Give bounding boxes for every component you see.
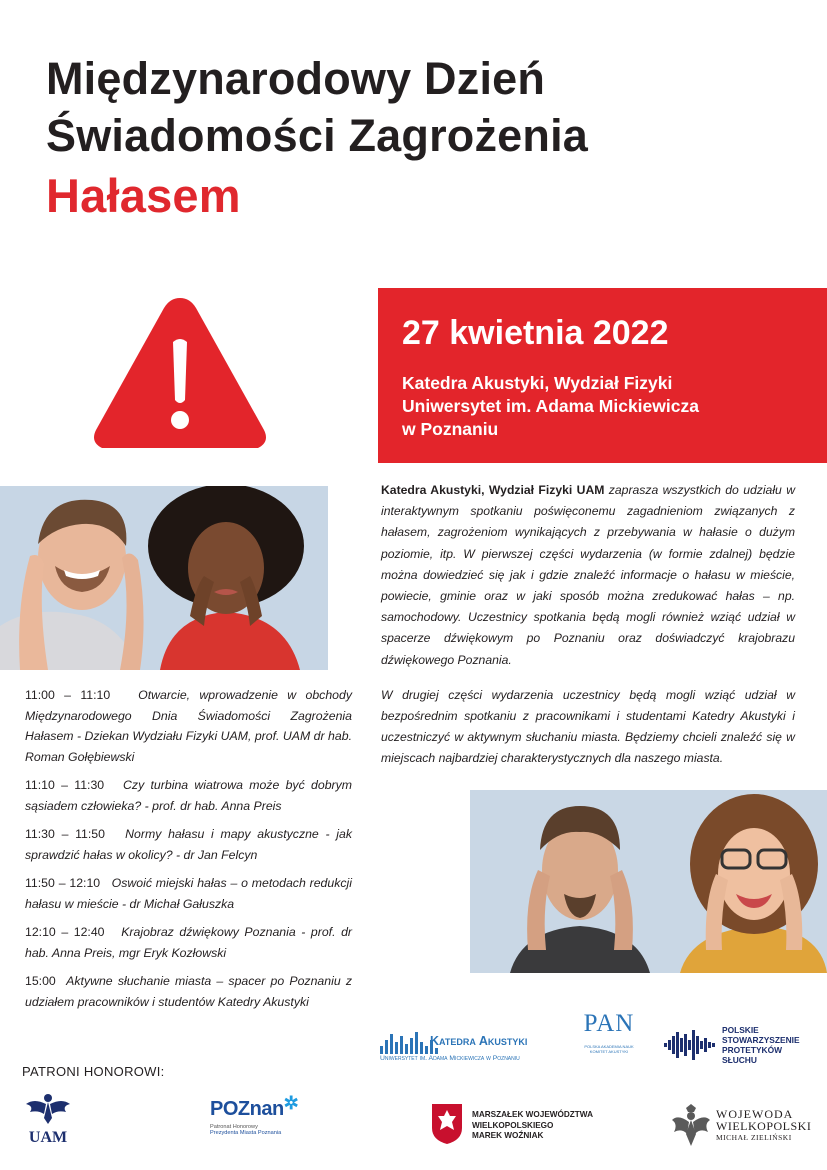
coat-of-arms-icon [432,1104,462,1144]
poznan-wordmark: POZnan [210,1098,284,1120]
title-line-1: Międzynarodowy Dzień [46,53,546,104]
psp-line-1: POLSKIE [722,1025,759,1035]
title-line-3: Hałasem [46,169,241,223]
poznan-logo [210,1093,320,1148]
psp-line-2: STOWARZYSZENIE [722,1035,800,1045]
wojewoda-name [716,1108,811,1144]
schedule-text: Aktywne słuchanie miasta – spacer po Poznaniu z udziałem pracowników i studentów Katedry Akustyki [25,974,352,1009]
marszalek-logo [432,1104,593,1148]
pan-subtitle-1: POLSKA AKADEMIA NAUK [584,1044,634,1049]
venue-line-3: w Poznaniu [402,418,499,439]
poster-title [46,50,588,226]
schedule-item [25,824,352,865]
event-description [381,480,795,784]
schedule-text: Czy turbina wiatrowa może być dobrym sąsiadem człowieka? - prof. dr hab. Anna Preis [25,778,353,813]
eagle-icon [26,1090,70,1124]
eagle-crest-icon [672,1104,710,1146]
schedule-time: 11:10 – 11:30 [25,778,105,792]
schedule-time: 12:10 – 12:40 [25,925,105,939]
soundwave-icon [664,1030,720,1060]
schedule-text: Oswoić miejski hałas – o metodach redukcji hałasu w mieście - dr Michał Gałuszka [25,876,352,911]
psp-line-3: PROTETYKÓW [722,1045,783,1055]
psp-name [722,1025,800,1065]
katedra-akustyki-logo [380,1030,550,1066]
schedule-time: 11:30 – 11:50 [25,827,105,841]
marszalek-line-1: MARSZAŁEK WOJEWÓDZTWA [472,1110,593,1119]
wojewoda-line-1: WOJEWODA [716,1107,794,1121]
event-date: 27 kwietnia 2022 [402,314,669,352]
katedra-name: Katedra Akustyki [430,1034,528,1048]
schedule-list [25,685,352,1020]
schedule-time: 11:00 – 11:10 [25,688,111,702]
schedule-text: Krajobraz dźwiękowy Poznania - prof. dr hab. Anna Preis, mgr Eryk Kozłowski [25,925,353,960]
marszalek-line-2: WIELKOPOLSKIEGO [472,1120,554,1130]
description-paragraph-1 [381,480,795,671]
description-paragraph-1-text: zaprasza wszystkich do udziału w interaktywnym spotkaniu poświęconemu zagadnieniom związanych z hałasem, zagrożeniom wynikających z przebywania w hałasie o dużym poziomie, itp. W pierwszej części wydarzenia (w formie zdalnej) będzie można dowiedzieć się jak i gdzie znaleźć informacje o hałasu w mieście, powiecie, gminie oraz w jaki sposób można zredukować hałas – np. samochodowy. Uczestnicy spotkania będą mogli również wziąć udział w spacerze dźwiękowym po Poznaniu oraz doświadczyć krajobrazu dźwiękowego Poznania. [381,483,795,667]
photo-illustration-1 [0,486,328,670]
uam-mark: UAM [28,1129,68,1146]
uam-logo [24,1090,72,1148]
wojewoda-line-3: MICHAŁ ZIELIŃSKI [716,1133,792,1142]
photo-couple-covering-ears [470,790,827,973]
patrons-heading: PATRONI HONOROWI: [22,1064,165,1079]
venue-line-1: Katedra Akustyki, Wydział Fizyki [402,373,673,393]
venue-line-2: Uniwersytet im. Adama Mickiewicza [402,395,699,416]
schedule-time: 15:00 [25,974,56,988]
schedule-text: Otwarcie, wprowadzenie w obchody Międzynarodowego Dnia Świadomości Zagrożenia Hałasem - Dziekan Wydziału Fizyki UAM, prof. UAM dr hab. Roman Gołębiewski [25,688,352,764]
schedule-item [25,922,352,963]
event-info-box [378,288,827,463]
event-venue [402,372,699,440]
katedra-subtitle: Uniwersytet im. Adama Mickiewicza w Poznaniu [380,1055,520,1062]
schedule-item [25,685,352,767]
poznan-subtitle-1: Patronat Honorowy [210,1124,258,1130]
poznan-subtitle-2: Prezydenta Miasta Poznania [210,1130,282,1136]
pan-subtitle-2: KOMITET AKUSTYKI [589,1049,629,1054]
description-organizer: Katedra Akustyki, Wydział Fizyki UAM [381,483,605,497]
schedule-item [25,775,352,816]
psp-logo [664,1024,824,1070]
schedule-item [25,873,352,914]
pan-mark: PAN [583,1010,635,1037]
wojewoda-line-2: WIELKOPOLSKI [716,1119,812,1133]
marszalek-line-3: MAREK WOŹNIAK [472,1131,544,1140]
wojewoda-logo [672,1104,822,1148]
title-line-2: Świadomości Zagrożenia [46,110,589,162]
schedule-item [25,971,352,1012]
asterisk-icon: ✲ [283,1093,299,1113]
psp-line-4: SŁUCHU [722,1055,757,1065]
pan-logo [578,1010,640,1070]
description-paragraph-2: W drugiej części wydarzenia uczestnicy będą mogli wziąć udział w bezpośrednim spotkaniu z pracownikami i studentami Katedry Akustyki i uczestniczyć w aktywnym słuchaniu miasta. Będziemy chcieli znaleźć się w miejscach najbardziej charakterystycznych dla naszego miasta. [381,687,795,766]
warning-icon [90,290,270,455]
photo-people-covering-ears [0,486,328,670]
marszalek-name [472,1110,593,1142]
photo-illustration-2 [470,790,827,973]
schedule-time: 11:50 – 12:10 [25,876,101,890]
poznan-mark [210,1093,320,1121]
schedule-text: Normy hałasu i mapy akustyczne - jak sprawdzić hałas w okolicy? - dr Jan Felcyn [25,827,353,862]
